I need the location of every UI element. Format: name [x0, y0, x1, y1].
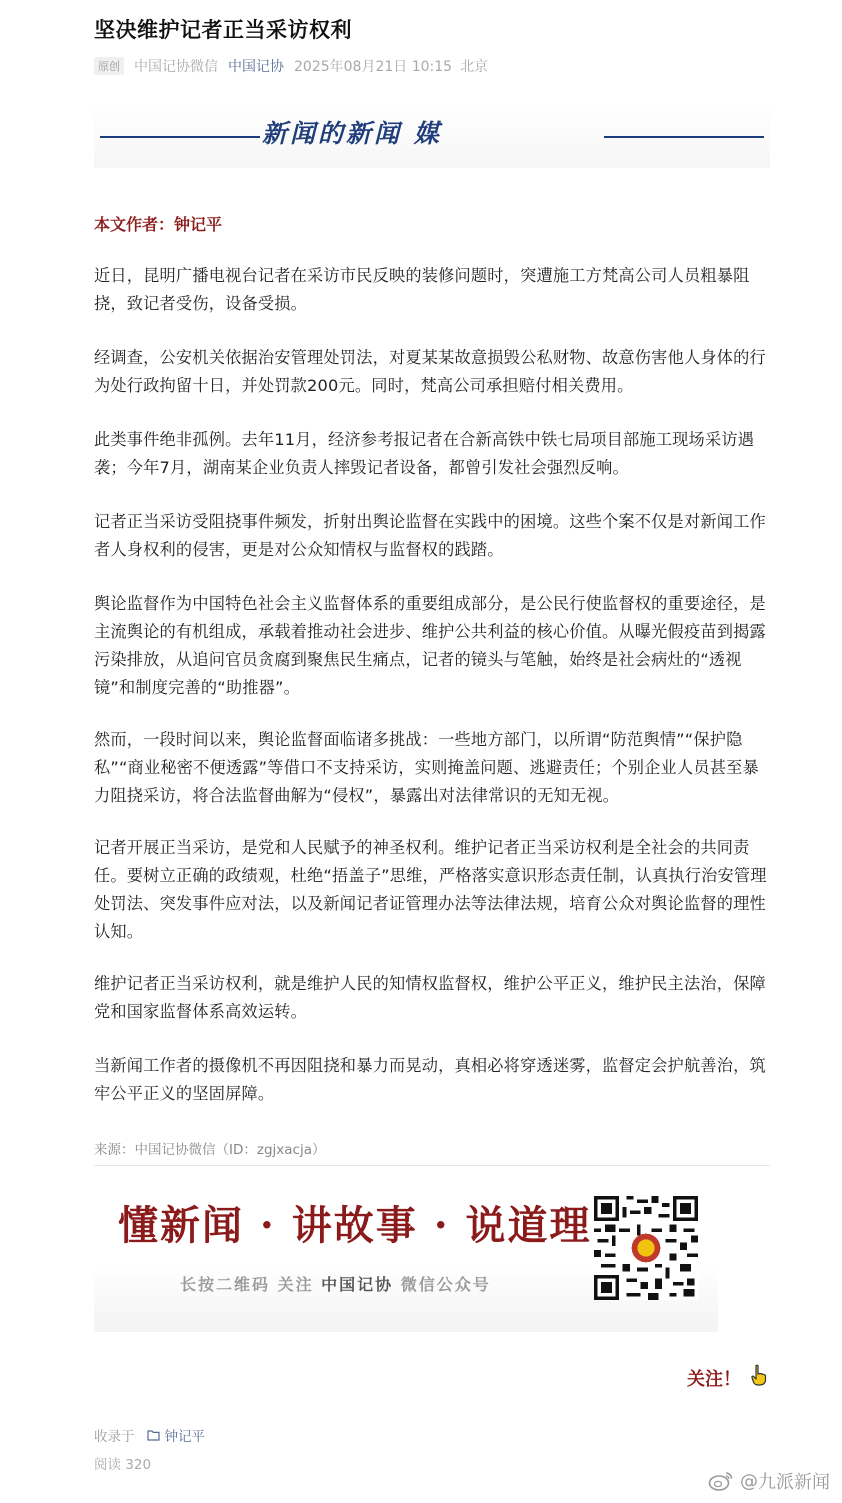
pointing-hand-icon — [749, 1364, 769, 1391]
paragraph: 维护记者正当采访权利，就是维护人民的知情权监督权，维护公平正义，维护民主法治，保障党和国家监督体系高效运转。 — [94, 974, 766, 1021]
banner-text: 新闻的新闻 媒 — [262, 119, 442, 148]
follow-label: 关注！ — [687, 1368, 741, 1390]
paragraph: 记者开展正当采访，是党和人民赋予的神圣权利。维护记者正当采访权利是全社会的共同责任。要树立正确的政绩观，杜绝“捂盖子”思维，严格落实意识形态责任制，认真执行治安管理处罚法、突发事件应对法，以及新闻记者证管理办法等法律法规，培育公众对舆论监督的理性认知。 — [94, 838, 767, 941]
paragraph: 经调查，公安机关依据治安管理处罚法，对夏某某故意损毁公私财物、故意伤害他人身体的行为处行政拘留十日，并处罚款200元。同时，梵高公司承担赔付相关费用。 — [94, 348, 766, 395]
author-line: 本文作者：钟记平 — [94, 215, 223, 234]
promo-tip-account: 中国记协 — [321, 1275, 394, 1294]
follow-prompt[interactable] — [687, 1364, 769, 1391]
promo-tip — [180, 1272, 491, 1295]
paragraph: 近日，昆明广播电视台记者在采访市民反映的装修问题时，突遭施工方梵高公司人员粗暴阻挠，致记者受伤，设备受损。 — [94, 266, 750, 313]
watermark — [708, 1468, 830, 1494]
divider — [94, 1165, 770, 1166]
paragraph: 舆论监督作为中国特色社会主义监督体系的重要组成部分，是公民行使监督权的重要途径，是主流舆论的有机组成，承载着推动社会进步、维护公共利益的核心价值。从曝光假疫苗到揭露污染排放，从追问官员贪腐到聚焦民生痛点，记者的镜头与笔触，始终是社会病灶的“透视镜”和制度完善的“助推器”。 — [94, 594, 766, 697]
original-badge: 原创 — [94, 57, 124, 75]
promo-slogan: 懂新闻 · 讲故事 · 说道理 — [118, 1202, 592, 1249]
qr-code-image[interactable] — [594, 1196, 698, 1300]
promo-tip-suffix: 微信公众号 — [393, 1275, 491, 1294]
article-title: 坚决维护记者正当采访权利 — [94, 18, 352, 42]
promo-banner-image — [94, 1168, 718, 1332]
source-line: 来源：中国记协微信（ID：zgjxacja） — [94, 1142, 326, 1158]
collection-tag[interactable] — [147, 1425, 206, 1445]
watermark-text: 九派新闻 — [758, 1472, 830, 1493]
account-link[interactable]: 中国记协 — [228, 59, 284, 75]
source-name: 中国记协微信 — [134, 59, 218, 75]
promo-tip-prefix: 长按二维码 关注 — [180, 1275, 322, 1294]
publish-location: 北京 — [460, 59, 489, 75]
banner-line-right — [604, 136, 764, 138]
collection-name: 钟记平 — [164, 1429, 205, 1445]
paragraph: 当新闻工作者的摄像机不再因阻挠和暴力而晃动，真相必将穿透迷雾，监督定会护航善治，筑牢公平正义的坚固屏障。 — [94, 1056, 766, 1103]
article-meta — [94, 56, 488, 76]
folder-icon — [147, 1429, 160, 1441]
collection-info — [94, 1425, 205, 1445]
paragraph: 然而，一段时间以来，舆论监督面临诸多挑战：一些地方部门，以所谓“防范舆情”“保护隐私”“商业秘密不便透露”等借口不支持采访，实则掩盖问题、逃避责任；个别企业人员甚至暴力阻挠采访，将合法监督曲解为“侵权”，暴露出对法律常识的无知无视。 — [94, 730, 759, 805]
paragraph: 记者正当采访受阻挠事件频发，折射出舆论监督在实践中的困境。这些个案不仅是对新闻工作者人身权利的侵害，更是对公众知情权与监督权的践踏。 — [94, 512, 766, 559]
header-banner-image — [94, 102, 770, 168]
publish-time: 2025年08月21日 10:15 — [294, 59, 453, 75]
weibo-logo — [708, 1470, 734, 1492]
collected-in-label: 收录于 — [94, 1429, 135, 1445]
read-count: 阅读 320 — [94, 1457, 152, 1473]
banner-line-left — [100, 136, 260, 138]
watermark-at: @ — [740, 1470, 758, 1492]
paragraph: 此类事件绝非孤例。去年11月，经济参考报记者在合新高铁中铁七局项目部施工现场采访遇袭；今年7月，湖南某企业负责人摔毁记者设备，都曾引发社会强烈反响。 — [94, 430, 755, 477]
